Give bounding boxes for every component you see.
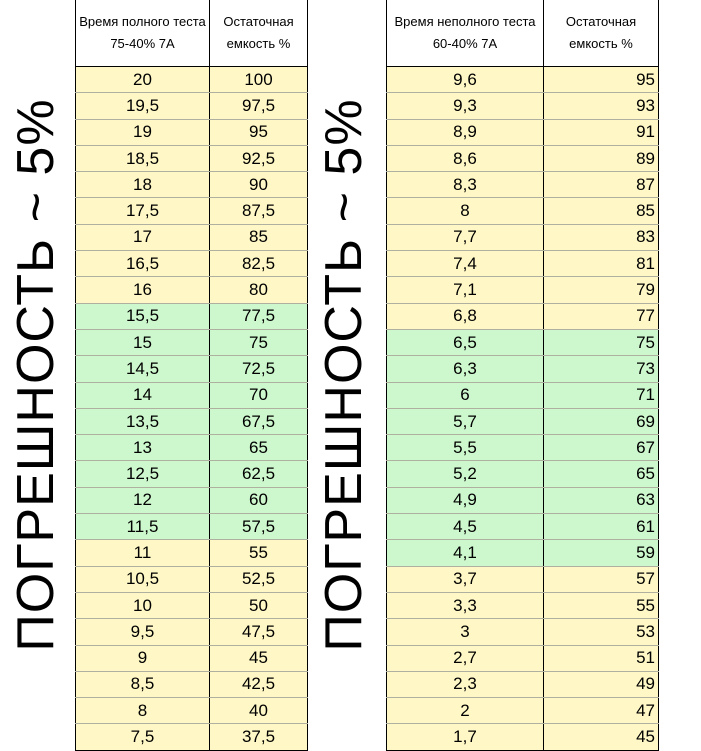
full-test-table-body [76, 67, 308, 751]
test-time-cell: 1,7 [387, 724, 544, 750]
test-time-cell: 19 [76, 119, 210, 145]
test-time-cell: 2,3 [387, 671, 544, 697]
capacity-cell: 91 [544, 119, 659, 145]
test-time-cell: 8,6 [387, 145, 544, 171]
test-time-cell: 4,5 [387, 514, 544, 540]
capacity-cell: 85 [544, 198, 659, 224]
table-row [387, 382, 659, 408]
capacity-cell: 95 [544, 67, 659, 93]
table-row [387, 303, 659, 329]
table-row [387, 724, 659, 750]
full-test-table [75, 0, 308, 751]
test-time-cell: 8 [76, 698, 210, 724]
capacity-cell: 97,5 [210, 93, 308, 119]
table-row [76, 382, 308, 408]
capacity-cell: 59 [544, 540, 659, 566]
test-time-cell: 8 [387, 198, 544, 224]
table-row [76, 145, 308, 171]
table-row [76, 671, 308, 697]
test-time-cell: 6,3 [387, 356, 544, 382]
capacity-cell: 49 [544, 671, 659, 697]
table-row [387, 224, 659, 250]
table-row [387, 514, 659, 540]
test-time-cell: 9,6 [387, 67, 544, 93]
test-time-cell: 19,5 [76, 93, 210, 119]
test-time-cell: 13 [76, 435, 210, 461]
right-side-label [312, 0, 376, 750]
table-row [387, 93, 659, 119]
test-time-cell: 6 [387, 382, 544, 408]
capacity-cell: 87 [544, 172, 659, 198]
table-row [387, 67, 659, 93]
table-row [387, 408, 659, 434]
capacity-cell: 55 [210, 540, 308, 566]
table-row [387, 119, 659, 145]
error-label-text: ПОГРЕШНОСТЬ ~ 5% [7, 98, 65, 652]
test-time-cell: 6,8 [387, 303, 544, 329]
table-row [76, 303, 308, 329]
test-time-cell: 5,7 [387, 408, 544, 434]
test-time-cell: 16,5 [76, 251, 210, 277]
capacity-cell: 93 [544, 93, 659, 119]
test-time-cell: 9,3 [387, 93, 544, 119]
test-time-cell: 10,5 [76, 566, 210, 592]
table-row [387, 329, 659, 355]
table-row [387, 277, 659, 303]
table-row [387, 145, 659, 171]
capacity-cell: 65 [544, 461, 659, 487]
residual-capacity-header: Остаточная емкость % [544, 0, 659, 67]
capacity-cell: 71 [544, 382, 659, 408]
capacity-cell: 45 [544, 724, 659, 750]
capacity-cell: 40 [210, 698, 308, 724]
capacity-cell: 73 [544, 356, 659, 382]
test-time-cell: 20 [76, 67, 210, 93]
table-header-row [387, 0, 659, 67]
capacity-cell: 62,5 [210, 461, 308, 487]
capacity-cell: 55 [544, 592, 659, 618]
table-row [387, 592, 659, 618]
table-row [76, 329, 308, 355]
capacity-cell: 95 [210, 119, 308, 145]
test-time-cell: 8,9 [387, 119, 544, 145]
capacity-cell: 65 [210, 435, 308, 461]
test-time-cell: 8,3 [387, 172, 544, 198]
table-row [76, 435, 308, 461]
capacity-cell: 53 [544, 619, 659, 645]
capacity-cell: 90 [210, 172, 308, 198]
table-row [76, 645, 308, 671]
residual-capacity-header: Остаточная емкость % [210, 0, 308, 67]
capacity-cell: 42,5 [210, 671, 308, 697]
table-row [387, 461, 659, 487]
test-time-cell: 12 [76, 487, 210, 513]
test-time-cell: 17 [76, 224, 210, 250]
capacity-cell: 57 [544, 566, 659, 592]
test-time-cell: 13,5 [76, 408, 210, 434]
capacity-cell: 37,5 [210, 724, 308, 750]
test-time-cell: 7,7 [387, 224, 544, 250]
capacity-cell: 67 [544, 435, 659, 461]
test-time-cell: 11,5 [76, 514, 210, 540]
test-time-cell: 2,7 [387, 645, 544, 671]
table-row [76, 277, 308, 303]
test-time-cell: 7,4 [387, 251, 544, 277]
test-time-cell: 11 [76, 540, 210, 566]
table-row [387, 487, 659, 513]
partial-test-table-body [387, 67, 659, 751]
table-row [76, 566, 308, 592]
capacity-cell: 60 [210, 487, 308, 513]
table-row [387, 619, 659, 645]
capacity-cell: 92,5 [210, 145, 308, 171]
capacity-cell: 82,5 [210, 251, 308, 277]
partial-test-time-header: Время неполного теста 60-40% 7А [387, 0, 544, 67]
test-time-cell: 4,1 [387, 540, 544, 566]
test-time-cell: 16 [76, 277, 210, 303]
capacity-cell: 83 [544, 224, 659, 250]
table-row [76, 461, 308, 487]
test-time-cell: 9 [76, 645, 210, 671]
capacity-cell: 80 [210, 277, 308, 303]
table-row [387, 251, 659, 277]
table-row [76, 251, 308, 277]
capacity-cell: 75 [210, 329, 308, 355]
test-time-cell: 6,5 [387, 329, 544, 355]
capacity-cell: 61 [544, 514, 659, 540]
test-time-cell: 12,5 [76, 461, 210, 487]
test-time-cell: 7,1 [387, 277, 544, 303]
capacity-cell: 87,5 [210, 198, 308, 224]
table-row [76, 356, 308, 382]
test-time-cell: 4,9 [387, 487, 544, 513]
capacity-cell: 75 [544, 329, 659, 355]
table-row [387, 671, 659, 697]
full-test-time-header: Время полного теста 75-40% 7А [76, 0, 210, 67]
capacity-cell: 69 [544, 408, 659, 434]
table-row [387, 435, 659, 461]
capacity-cell: 50 [210, 592, 308, 618]
capacity-cell: 72,5 [210, 356, 308, 382]
table-row [387, 356, 659, 382]
test-time-cell: 14,5 [76, 356, 210, 382]
table-row [76, 514, 308, 540]
capacity-cell: 70 [210, 382, 308, 408]
capacity-cell: 57,5 [210, 514, 308, 540]
table-row [76, 224, 308, 250]
error-label-text: ПОГРЕШНОСТЬ ~ 5% [315, 98, 373, 652]
capacity-cell: 47,5 [210, 619, 308, 645]
table-row [76, 93, 308, 119]
table-row [387, 645, 659, 671]
table-row [76, 619, 308, 645]
test-time-cell: 2 [387, 698, 544, 724]
test-time-cell: 14 [76, 382, 210, 408]
test-time-cell: 15 [76, 329, 210, 355]
capacity-cell: 85 [210, 224, 308, 250]
table-row [387, 566, 659, 592]
test-time-cell: 9,5 [76, 619, 210, 645]
table-row [387, 198, 659, 224]
test-time-cell: 3,7 [387, 566, 544, 592]
table-header-row [76, 0, 308, 67]
table-row [387, 172, 659, 198]
test-time-cell: 18,5 [76, 145, 210, 171]
capacity-cell: 77 [544, 303, 659, 329]
table-row [76, 487, 308, 513]
table-row [76, 198, 308, 224]
test-time-cell: 3,3 [387, 592, 544, 618]
test-time-cell: 5,5 [387, 435, 544, 461]
capacity-cell: 81 [544, 251, 659, 277]
table-row [76, 698, 308, 724]
table-row [387, 540, 659, 566]
capacity-cell: 100 [210, 67, 308, 93]
test-time-cell: 10 [76, 592, 210, 618]
table-row [76, 408, 308, 434]
capacity-cell: 89 [544, 145, 659, 171]
table-row [76, 724, 308, 750]
test-time-cell: 5,2 [387, 461, 544, 487]
table-row [76, 119, 308, 145]
table-row [76, 67, 308, 93]
capacity-cell: 52,5 [210, 566, 308, 592]
capacity-cell: 63 [544, 487, 659, 513]
test-time-cell: 7,5 [76, 724, 210, 750]
test-time-cell: 3 [387, 619, 544, 645]
capacity-cell: 51 [544, 645, 659, 671]
test-time-cell: 15,5 [76, 303, 210, 329]
table-row [76, 540, 308, 566]
table-row [76, 172, 308, 198]
test-time-cell: 8,5 [76, 671, 210, 697]
capacity-cell: 47 [544, 698, 659, 724]
left-side-label [4, 0, 68, 750]
partial-test-table [386, 0, 659, 751]
test-time-cell: 18 [76, 172, 210, 198]
test-time-cell: 17,5 [76, 198, 210, 224]
capacity-cell: 45 [210, 645, 308, 671]
capacity-cell: 79 [544, 277, 659, 303]
table-row [76, 592, 308, 618]
capacity-cell: 67,5 [210, 408, 308, 434]
capacity-cell: 77,5 [210, 303, 308, 329]
table-row [387, 698, 659, 724]
